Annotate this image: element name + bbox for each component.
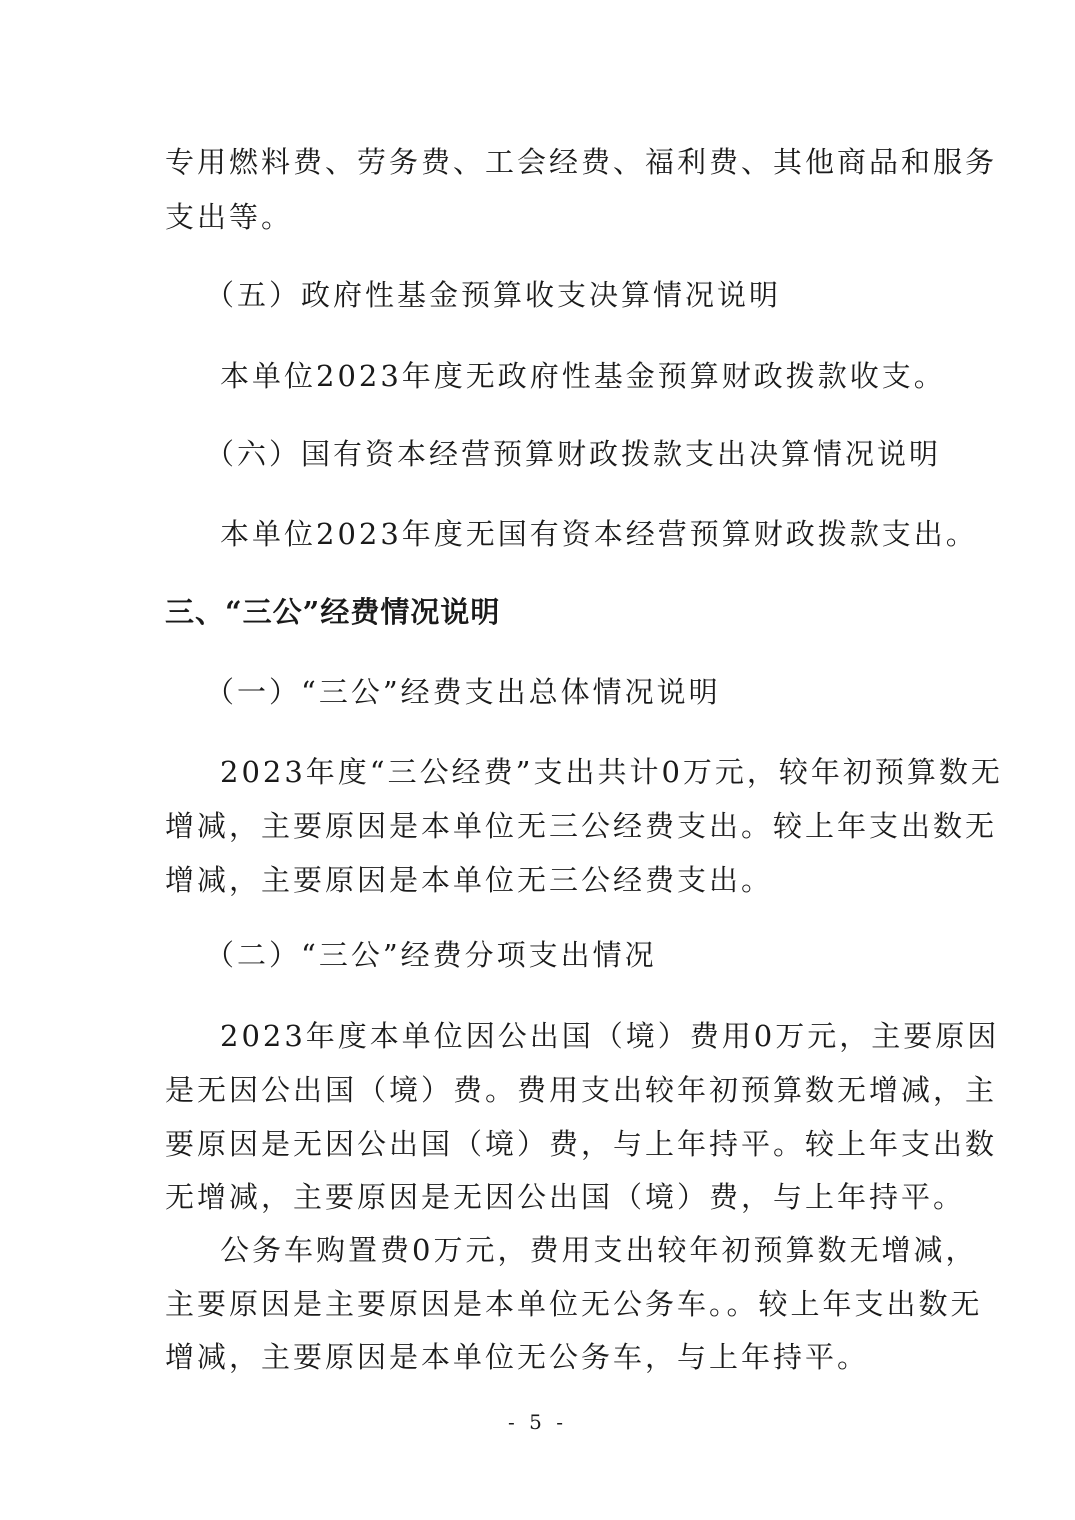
page-number: - 5 - [508,1410,567,1434]
body-text-line: 主要原因是主要原因是本单位无公务车。。较上年支出数无 [165,1287,983,1321]
section-heading-6: （六）国有资本经营预算财政拨款支出决算情况说明 [205,437,942,471]
body-text-line: 专用燃料费、劳务费、工会经费、福利费、其他商品和服务 [165,145,998,179]
body-text-line: 2023年度“三公经费”支出共计0万元，较年初预算数无 [220,755,1003,789]
chapter-heading: 三、“三公”经费情况说明 [165,595,501,629]
body-text-line: 增减，主要原因是本单位无公务车，与上年持平。 [165,1340,870,1374]
body-text-line: 支出等。 [165,200,294,234]
body-text-line: 无增减，主要原因是无因公出国（境）费，与上年持平。 [165,1180,966,1214]
section-heading-5: （五）政府性基金预算收支决算情况说明 [205,278,782,312]
body-text-line: 本单位2023年度无国有资本经营预算财政拨款支出。 [220,517,978,551]
body-text-line: 本单位2023年度无政府性基金预算财政拨款收支。 [220,359,946,393]
body-text-line: 增减，主要原因是本单位无三公经费支出。 [165,863,774,897]
subsection-heading-2: （二）“三公”经费分项支出情况 [205,938,657,972]
body-text-line: 增减，主要原因是本单位无三公经费支出。较上年支出数无 [165,809,998,843]
body-text-line: 公务车购置费0万元，费用支出较年初预算数无增减， [220,1233,978,1267]
subsection-heading-1: （一）“三公”经费支出总体情况说明 [205,675,721,709]
body-text-line: 2023年度本单位因公出国（境）费用0万元，主要原因 [220,1019,1000,1053]
body-text-line: 要原因是无因公出国（境）费，与上年持平。较上年支出数 [165,1127,998,1161]
body-text-line: 是无因公出国（境）费。费用支出较年初预算数无增减，主 [165,1073,998,1107]
